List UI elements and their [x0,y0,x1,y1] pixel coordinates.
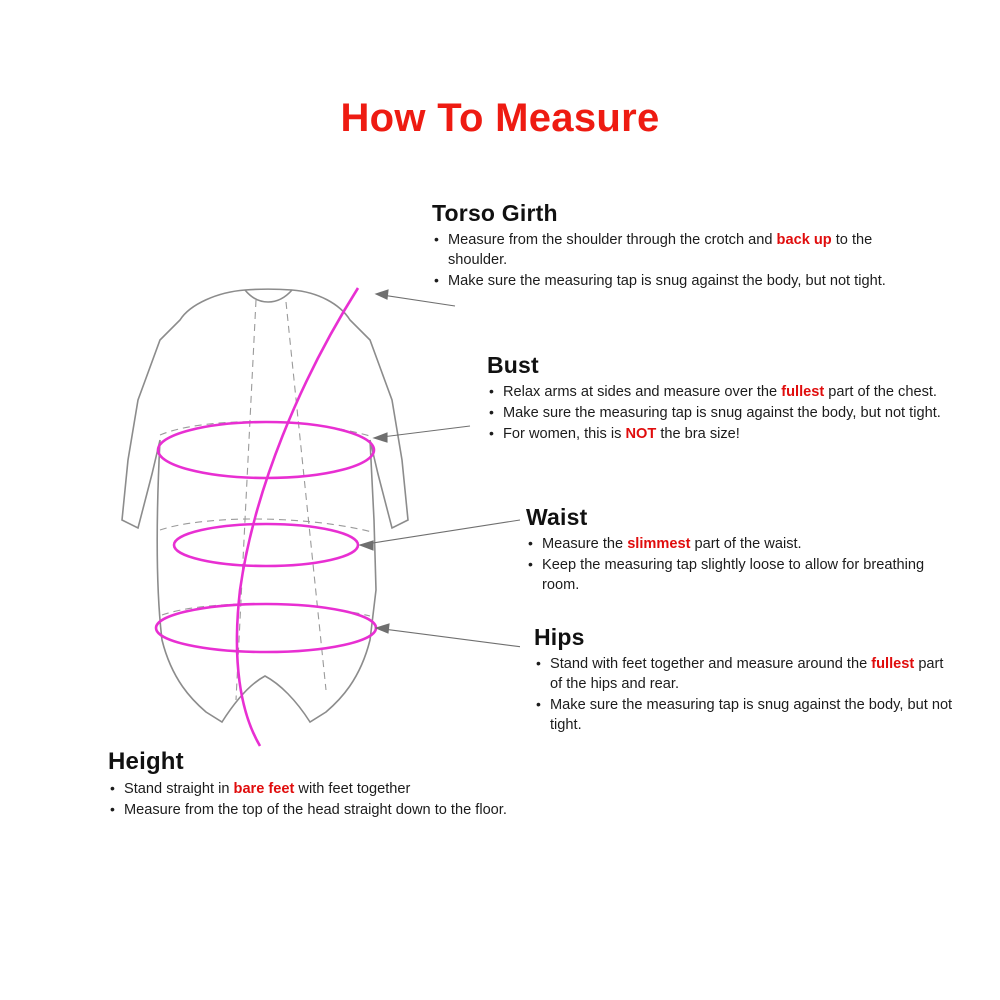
bullet-text: the bra size! [656,425,740,442]
highlighted-text: fullest [871,656,915,672]
bust-tape-ellipse [158,422,374,478]
section-waist [526,504,956,597]
bullet-text: Measure the [542,536,628,552]
bust-bullets [487,383,992,445]
bullet-text: Measure from the top of the head straight down to the floor. [124,801,507,818]
bullet-text: Stand straight in [124,781,234,797]
bullet-text: Make sure the measuring tap is snug against the body, but not tight. [503,404,941,421]
page-title: How To Measure [340,96,660,140]
bullet-text: to the shoulder. [448,232,873,268]
bullet-item [526,556,956,596]
hips-heading: Hips [534,624,585,650]
leader-hips [376,628,520,648]
bullet-item [487,425,992,445]
bullet-text: Make sure the measuring tap is snug against the body, but not tight. [550,696,953,733]
section-bust [487,352,992,446]
highlighted-text: bare feet [233,781,295,797]
body-outline-path [122,289,408,722]
bullet-item [108,801,628,821]
torso-girth-heading: Torso Girth [432,200,558,226]
bullet-item [432,272,902,292]
bullet-item [108,780,628,800]
section-hips [534,624,954,737]
bullet-text: For women, this is [503,425,626,442]
section-torso-girth [432,200,902,293]
body-figure-diagram [40,260,520,780]
dashed-torso-diagonal-left [236,300,256,700]
bullet-text: part of the hips and rear. [550,656,944,692]
waist-bullets [526,535,956,596]
height-bullets [108,780,628,821]
leader-bust [374,426,470,438]
bullet-item [487,404,992,424]
bullet-item [534,655,954,695]
waist-heading: Waist [526,504,588,530]
bullet-text: Measure from the shoulder through the crotch and [448,232,777,248]
bullet-text: with feet together [294,781,411,797]
bullet-item [534,696,954,736]
bullet-text: Relax arms at sides and measure over the [503,384,782,400]
highlighted-text: back up [776,232,832,248]
body-outline-group [122,289,408,722]
bullet-text: Keep the measuring tap slightly loose to allow for breathing room. [542,556,925,593]
bullet-text: Stand with feet together and measure around the [550,656,872,672]
torso-girth-bullets [432,231,902,292]
height-heading: Height [108,748,184,775]
neckline-path [245,290,292,302]
waist-tape-ellipse [174,524,358,566]
section-height [108,748,628,822]
leader-lines-group [360,290,520,648]
highlighted-text: NOT [625,425,657,442]
bullet-text: Make sure the measuring tap is snug against the body, but not tight. [448,272,886,289]
bullet-item [526,535,956,555]
dashed-waist-guide [160,519,372,532]
bust-heading: Bust [487,352,539,378]
hips-tape-ellipse [156,604,376,652]
bullet-text: part of the waist. [690,536,802,552]
bullet-item [432,231,902,271]
bullet-text: part of the chest. [824,384,937,400]
dashed-torso-diagonal-right [286,302,326,690]
leader-waist [360,520,520,545]
hips-bullets [534,655,954,736]
highlighted-text: fullest [781,384,825,400]
torso-girth-tape-path [237,288,358,746]
highlighted-text: slimmest [627,536,691,552]
bullet-item [487,383,992,403]
